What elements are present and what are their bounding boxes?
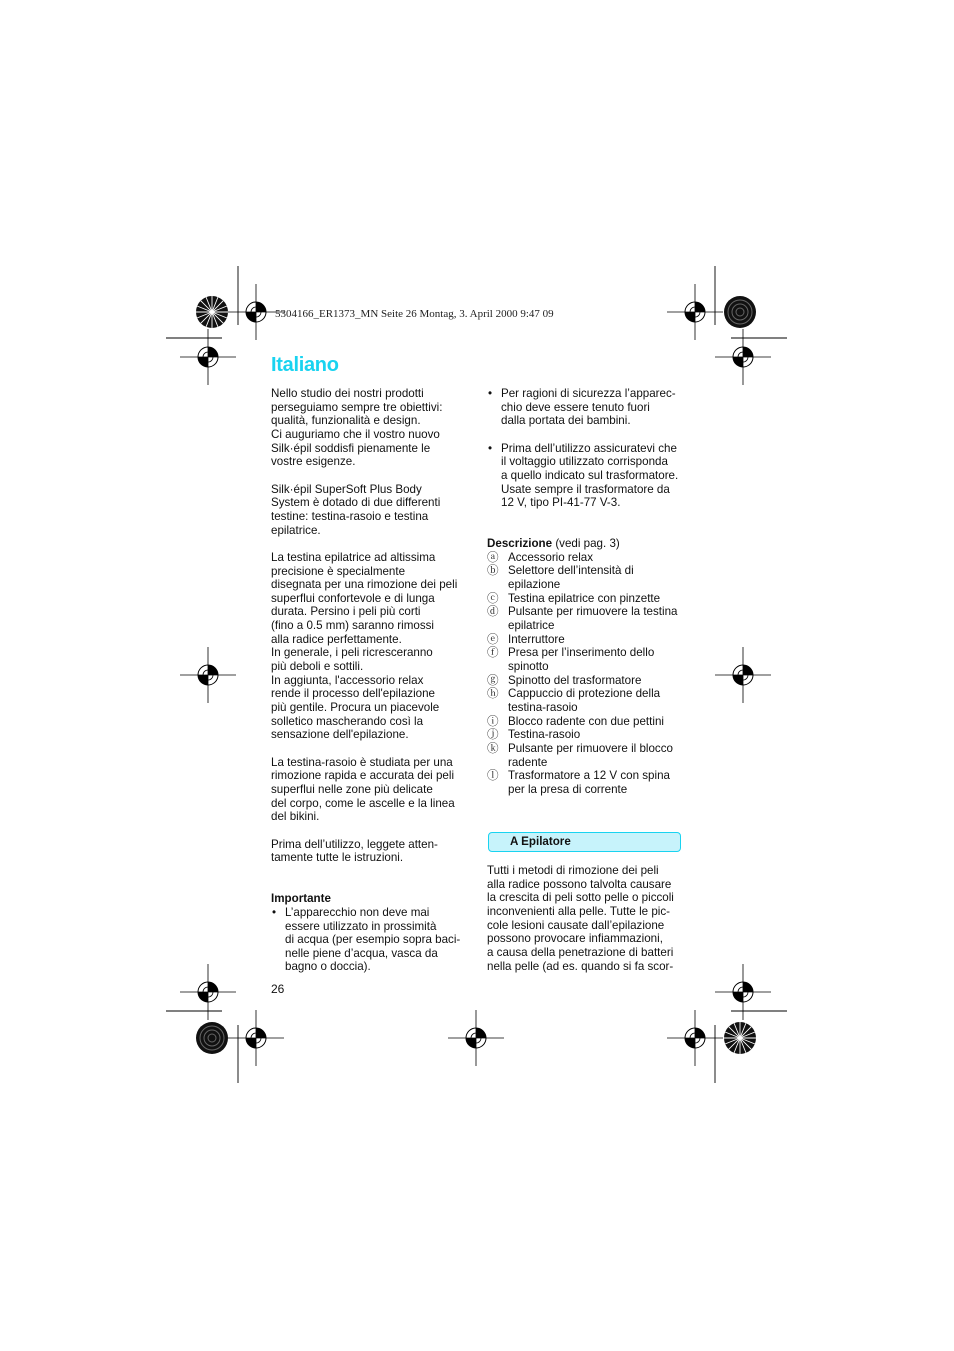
text-line: inconvenienti alla pelle. Tutte le pic- [487,904,671,918]
text-line: La testina-rasoio è studiata per una [271,755,453,769]
text-line: essere utilizzato in prossimità [285,919,437,933]
description-item [487,674,687,688]
text-line: durata. Persino i peli più corti [271,605,421,619]
bullet-dot: • [272,905,277,919]
item-text: Testina epilatrice con pinzette [508,591,661,605]
text-line: dalla portata dei bambini. [501,414,631,428]
text-line: Nello studio dei nostri prodotti [271,387,424,400]
important-heading: Importante [271,892,331,906]
voltage-bullet [487,442,687,510]
text-line: 12 V, tipo PI-41-77 V-3. [501,496,621,510]
item-text: Pulsante per rimuovere la testina [508,605,678,619]
item-text: Blocco radente con due pettini [508,714,664,728]
bullet-dot: • [488,441,493,455]
item-text: Cappuccio di protezione della [508,687,661,701]
page-number: 26 [271,982,285,996]
item-text: Spinotto del trasformatore [508,673,642,687]
text-line: Usate sempre il trasformatore da [501,482,670,496]
text-line: precisione è specialmente [271,564,406,578]
description-item [487,633,687,647]
item-text: epilatrice [508,619,555,633]
text-line: In generale, i peli ricresceranno [271,646,433,660]
text-line: Prima dell’utilizzo, leggete atten- [271,837,438,851]
text-line: rimozione rapida e accurata dei peli [271,769,455,783]
item-text: epilazione [508,578,561,592]
item-text: spinotto [508,660,549,674]
text-line: Silk·épil soddisfi pienamente le [271,441,431,455]
text-line: a causa della penetrazione di batteri [487,945,674,959]
print-slug: 5304166_ER1373_MN Seite 26 Montag, 3. April 2000 9:47 09 [275,308,554,320]
text-line: a quello indicato sul trasformatore. [501,468,679,482]
text-line: del bikini. [271,810,320,824]
text-line: più gentile. Procura un piacevole [271,701,440,715]
item-letter: ⓚ [487,742,499,756]
description-item [487,592,687,606]
item-text: testina-rasoio [508,701,578,715]
text-line: nelle piene d’acqua, vasca da [285,946,438,960]
text-line: tamente tutte le istruzioni. [271,851,404,865]
page-title: Italiano [271,354,339,376]
text-line: rende il processo dell'epilazione [271,687,435,701]
item-text: per la presa di corrente [508,782,628,796]
text-line: Ci auguriamo che il vostro nuovo [271,427,440,441]
epilator-paragraph [487,864,687,973]
description-item [487,551,687,565]
text-line: solletico mascherando così la [271,714,424,728]
text-line: sensazione dell'epilazione. [271,728,409,742]
text-line: testine: testina-rasoio e testina [271,509,429,523]
text-line: In aggiunta, l'accessorio relax [271,673,424,687]
text-line: qualità, funzionalità e design. [271,414,421,428]
item-letter: ⓗ [487,687,499,701]
system-paragraph [271,483,471,538]
text-line: possono provocare infiammazioni, [487,932,663,946]
item-letter: ⓙ [487,728,499,742]
text-line: bagno o doccia). [285,960,371,974]
text-line: alla radice possono talvolta causare [487,877,672,891]
description-item [487,605,687,632]
item-letter: ⓐ [487,550,499,564]
description-item [487,687,687,714]
text-line: Silk·épil SuperSoft Plus Body [271,482,422,496]
text-line: (fino a 0.5 mm) saranno rimossi [271,619,435,633]
important-bullet [271,906,471,974]
text-line: cole lesioni causate dall’epilazione [487,918,665,932]
item-text: Presa per l’inserimento dello [508,646,655,660]
right-column [487,387,687,797]
text-line: di acqua (per esempio sopra baci- [285,933,461,947]
text-line: Prima dell’utilizzo assicuratevi che [501,441,677,455]
description-item [487,564,687,591]
text-line: disegnata per una rimozione dei peli [271,578,458,592]
text-line: chio deve essere tenuto fuori [501,400,650,414]
item-text: Testina-rasoio [508,728,581,742]
left-column [271,387,471,974]
item-letter: ⓖ [487,673,499,687]
text-line: più deboli e sottili. [271,660,364,674]
description-item [487,715,687,729]
item-letter: ⓕ [487,646,499,660]
razor-head-paragraph [271,756,471,824]
text-line: epilatrice. [271,523,321,537]
item-letter: ⓒ [487,591,499,605]
description-item [487,769,687,796]
text-line: la crescita di peli sotto pelle o piccoli [487,891,674,905]
item-letter: ⓓ [487,605,499,619]
text-line: Per ragioni di sicurezza l’apparec- [501,387,676,400]
intro-paragraph [271,387,471,469]
text-line: System è dotado di due differenti [271,496,441,510]
text-line: La testina epilatrice ad altissima [271,550,436,564]
description-item [487,742,687,769]
item-letter: ⓑ [487,564,499,578]
epilator-head-paragraph [271,551,471,742]
section-epilator-header [488,832,681,852]
item-letter: ⓘ [487,714,499,728]
item-letter: ⓔ [487,632,499,646]
text-line: superflui nelle zone più delicate [271,782,433,796]
item-text: Accessorio relax [508,550,594,564]
item-text: Trasformatore a 12 V con spina [508,769,670,783]
bullet-dot: • [488,387,493,400]
read-first-paragraph [271,838,471,865]
text-line: il voltaggio utilizzato corrisponda [501,455,668,469]
safety-bullet [487,387,687,428]
description-heading: Descrizione (vedi pag. 3) [487,537,620,551]
description-item [487,646,687,673]
item-text: radente [508,755,548,769]
text-line: vostre esigenze. [271,455,356,469]
description-item [487,728,687,742]
text-line: nella pelle (ad es. quando si fa scor- [487,959,674,973]
item-text: Selettore dell’intensità di [508,564,634,578]
text-line: alla radice perfettamente. [271,632,402,646]
text-line: perseguiamo sempre tre obiettivi: [271,400,443,414]
text-line: del corpo, come le ascelle e la linea [271,796,455,810]
item-text: Interruttore [508,632,565,646]
text-line: Tutti i metodi di rimozione dei peli [487,864,659,877]
text-line: L’apparecchio non deve mai [285,905,430,919]
description-list [487,551,687,797]
section-label: A Epilatore [510,835,571,848]
text-line: superflui confortevole e di lunga [271,591,435,605]
item-text: Pulsante per rimuovere il blocco [508,742,673,756]
item-letter: ⓛ [487,769,499,783]
